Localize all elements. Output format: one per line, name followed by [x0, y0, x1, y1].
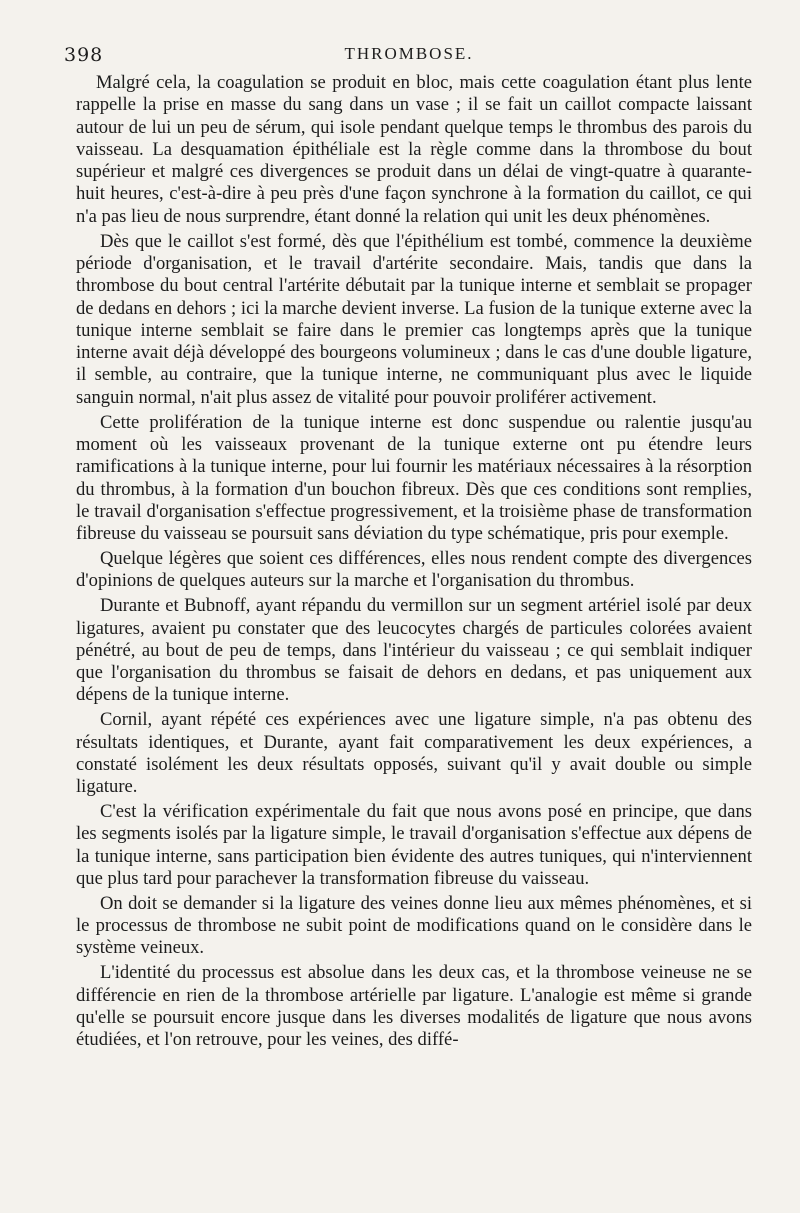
- paragraph: Malgré cela, la coagulation se produit en bloc, mais cette coagulation étant plus lente rappelle la prise en masse du sang dans un vase ; il se fait un caillot compacte laissant autour de lui un peu de sérum, qui isole pendant quelque temps le thrombus des parois du vaisseau. La desquamation épithéliale est la règle comme dans la thrombose du bout supérieur et malgré ces divergences se produit dans un délai de vingt-quatre à quarante-huit heures, c'est-à-dire à peu près d'une façon synchrone à la formation du caillot, ce qui n'a pas lieu de nous surprendre, étant donné la relation qui unit les deux phénomènes.: [76, 72, 752, 227]
- paragraph: Dès que le caillot s'est formé, dès que l'épithélium est tombé, commence la deuxième période d'organisation, et le travail d'artérite secondaire. Mais, tandis que dans la thrombose du bout central l'artérite débutait par la tunique interne et semblait se propager de dedans en dehors ; ici la marche devient inverse. La fusion de la tunique externe avec la tunique interne semblait se faire dans le premier cas longtemps après que la tunique interne avait déjà développé des bourgeons volumineux ; dans le cas d'une double ligature, il semble, au contraire, que la tunique interne, ne communiquant plus avec le liquide sanguin normal, n'ait plus assez de vitalité pour pouvoir proliférer activement.: [76, 230, 752, 408]
- paragraph: Cette prolifération de la tunique interne est donc suspendue ou ralentie jusqu'au moment où les vaisseaux provenant de la tunique externe ont pu étendre leurs ramifications à la tunique interne, pour lui fournir les matériaux nécessaires à la résorption du thrombus, à la formation d'un bouchon fibreux. Dès que ces conditions sont remplies, le travail d'organisation s'effectue progressivement, et la troisième phase de transformation fibreuse du vaisseau se poursuit sans déviation du type schématique, pris pour exemple.: [76, 411, 752, 545]
- running-title: THROMBOSE.: [344, 44, 474, 63]
- paragraph: On doit se demander si la ligature des veines donne lieu aux mêmes phénomènes, et si le processus de thrombose ne subit point de modifications quand on le considère dans le système veineux.: [76, 892, 752, 959]
- paragraph: Quelque légères que soient ces différences, elles nous rendent compte des divergences d'opinions de quelques auteurs sur la marche et l'organisation du thrombus.: [76, 548, 752, 592]
- page-number: 398: [64, 44, 104, 66]
- page-header: [64, 44, 754, 70]
- paragraph: Durante et Bubnoff, ayant répandu du vermillon sur un segment artériel isolé par deux ligatures, avaient pu constater que des leucocytes chargés de particules colorées avaient pénétré, au bout de peu de temps, dans l'intérieur du vaisseau ; ce qui semblait indiquer que l'organisation du thrombus se faisait de dehors en dedans, et pas uniquement aux dépens de la tunique interne.: [76, 595, 752, 706]
- paragraph: Cornil, ayant répété ces expériences avec une ligature simple, n'a pas obtenu des résultats identiques, et Durante, ayant fait comparativement les deux expériences, a constaté isolément les deux résultats opposés, suivant qu'il y avait double ou simple ligature.: [76, 709, 752, 798]
- paragraph: L'identité du processus est absolue dans les deux cas, et la thrombose veineuse ne se différencie en rien de la thrombose artérielle par ligature. L'analogie est même si grande qu'elle se poursuit encore jusque dans les diverses modalités de ligature que nous avons étudiées, et l'on retrouve, pour les veines, des diffé-: [76, 962, 752, 1051]
- body-text: [76, 72, 752, 1054]
- paragraph: C'est la vérification expérimentale du fait que nous avons posé en principe, que dans les segments isolés par la ligature simple, le travail d'organisation s'effectue aux dépens de la tunique interne, sans participation bien évidente des autres tuniques, qui n'interviennent que plus tard pour parachever la transformation fibreuse du vaisseau.: [76, 801, 752, 889]
